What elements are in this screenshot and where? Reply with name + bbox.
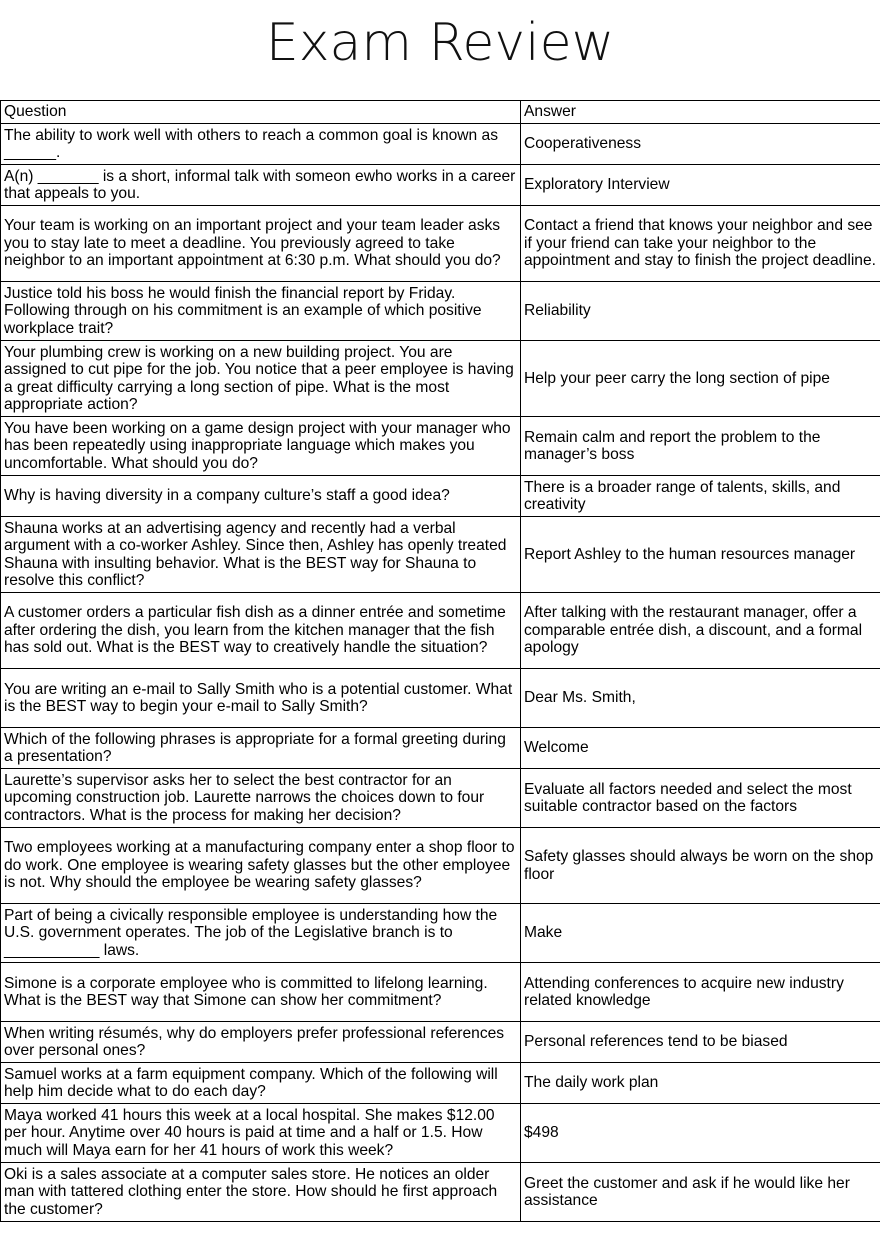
answer-cell: Exploratory Interview	[521, 165, 880, 206]
question-cell: Shauna works at an advertising agency and recently had a verbal argument with a co-worker Ashley. Since then, Ashley has openly treated Shauna with insulting behavior. What is the BEST way for Shauna to resolve this conflict?	[1, 517, 521, 593]
answer-cell: Greet the customer and ask if he would like her assistance	[521, 1163, 880, 1222]
table-row	[1, 417, 880, 476]
answer-cell: The daily work plan	[521, 1063, 880, 1104]
answer-cell: Dear Ms. Smith,	[521, 669, 880, 728]
page-title: Exam Review	[265, 13, 615, 73]
answer-cell: Reliability	[521, 282, 880, 341]
table-row	[1, 728, 880, 769]
answer-cell: Welcome	[521, 728, 880, 769]
table-row	[1, 769, 880, 828]
table-row	[1, 1022, 880, 1063]
column-header-answer: Answer	[521, 101, 880, 124]
table-row	[1, 828, 880, 904]
question-cell: Laurette’s supervisor asks her to select the best contractor for an upcoming construction job. Laurette narrows the choices down to four contractors. What is the process for making her decision?	[1, 769, 521, 828]
answer-cell: Evaluate all factors needed and select the most suitable contractor based on the factors	[521, 769, 880, 828]
question-cell: You are writing an e-mail to Sally Smith who is a potential customer. What is the BEST way to begin your e-mail to Sally Smith?	[1, 669, 521, 728]
table-header-row	[1, 101, 880, 124]
question-cell: A(n) _______ is a short, informal talk with someon ewho works in a career that appeals to you.	[1, 165, 521, 206]
table-row	[1, 1104, 880, 1163]
table-row	[1, 669, 880, 728]
table-row	[1, 963, 880, 1022]
answer-cell: Report Ashley to the human resources manager	[521, 517, 880, 593]
question-cell: Maya worked 41 hours this week at a local hospital. She makes $12.00 per hour. Anytime over 40 hours is paid at time and a half or 1.5. How much will Maya earn for her 41 hours of work this week?	[1, 1104, 521, 1163]
question-cell: Which of the following phrases is appropriate for a formal greeting during a presentation?	[1, 728, 521, 769]
question-cell: Justice told his boss he would finish the financial report by Friday. Following through on his commitment is an example of which positive workplace trait?	[1, 282, 521, 341]
question-cell: The ability to work well with others to reach a common goal is known as ______.	[1, 124, 521, 165]
answer-cell: Help your peer carry the long section of pipe	[521, 341, 880, 417]
table-row	[1, 593, 880, 669]
table-row	[1, 1063, 880, 1104]
answer-cell: Contact a friend that knows your neighbor and see if your friend can take your neighbor to the appointment and stay to finish the project deadline.	[521, 206, 880, 282]
exam-review-table	[0, 100, 880, 1222]
question-cell: A customer orders a particular fish dish as a dinner entrée and sometime after ordering the dish, you learn from the kitchen manager that the fish has sold out. What is the BEST way to creatively handle the situation?	[1, 593, 521, 669]
table-row	[1, 1163, 880, 1222]
table-row	[1, 165, 880, 206]
question-cell: You have been working on a game design project with your manager who has been repeatedly using inappropriate language which makes you uncomfortable. What should you do?	[1, 417, 521, 476]
column-header-question: Question	[1, 101, 521, 124]
question-cell: Oki is a sales associate at a computer sales store. He notices an older man with tattered clothing enter the store. How should he first approach the customer?	[1, 1163, 521, 1222]
answer-cell: Remain calm and report the problem to the manager’s boss	[521, 417, 880, 476]
question-cell: Simone is a corporate employee who is committed to lifelong learning. What is the BEST way that Simone can show her commitment?	[1, 963, 521, 1022]
answer-cell: Make	[521, 904, 880, 963]
table-row	[1, 517, 880, 593]
question-cell: Samuel works at a farm equipment company. Which of the following will help him decide what to do each day?	[1, 1063, 521, 1104]
table-row	[1, 124, 880, 165]
table-row	[1, 282, 880, 341]
table-row	[1, 904, 880, 963]
table-row	[1, 341, 880, 417]
answer-cell: Attending conferences to acquire new industry related knowledge	[521, 963, 880, 1022]
question-cell: Two employees working at a manufacturing company enter a shop floor to do work. One employee is wearing safety glasses but the other employee is not. Why should the employee be wearing safety glasses?	[1, 828, 521, 904]
table-row	[1, 476, 880, 517]
answer-cell: Safety glasses should always be worn on the shop floor	[521, 828, 880, 904]
answer-cell: After talking with the restaurant manager, offer a comparable entrée dish, a discount, and a formal apology	[521, 593, 880, 669]
question-cell: Your team is working on an important project and your team leader asks you to stay late to meet a deadline. You previously agreed to take neighbor to an important appointment at 6:30 p.m. What should you do?	[1, 206, 521, 282]
answer-cell: Personal references tend to be biased	[521, 1022, 880, 1063]
answer-cell: There is a broader range of talents, skills, and creativity	[521, 476, 880, 517]
table-row	[1, 206, 880, 282]
answer-cell: $498	[521, 1104, 880, 1163]
question-cell: Your plumbing crew is working on a new building project. You are assigned to cut pipe for the job. You notice that a peer employee is having a great difficulty carrying a long section of pipe. What is the most appropriate action?	[1, 341, 521, 417]
question-cell: When writing résumés, why do employers prefer professional references over personal ones?	[1, 1022, 521, 1063]
answer-cell: Cooperativeness	[521, 124, 880, 165]
question-cell: Why is having diversity in a company culture’s staff a good idea?	[1, 476, 521, 517]
question-cell: Part of being a civically responsible employee is understanding how the U.S. government operates. The job of the Legislative branch is to ___________ laws.	[1, 904, 521, 963]
